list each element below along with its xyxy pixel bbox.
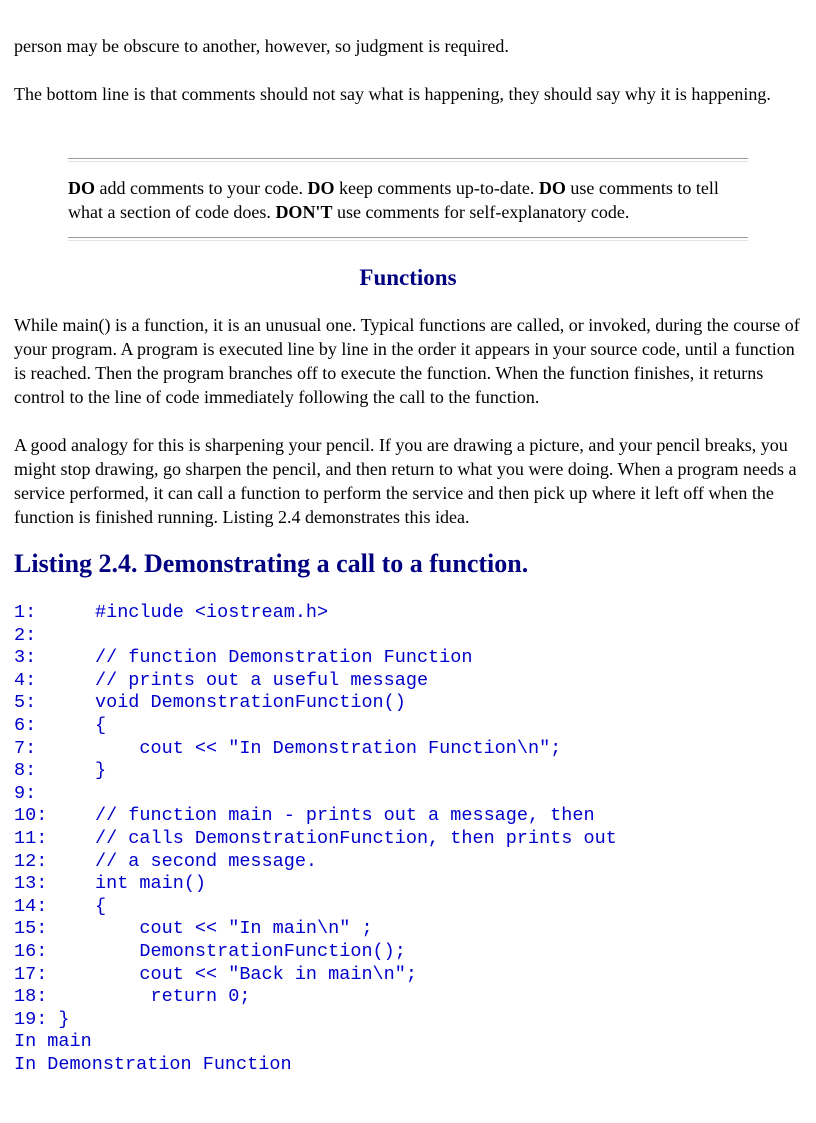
code-text: void DemonstrationFunction() <box>95 692 406 714</box>
bottom-divider <box>68 237 748 241</box>
code-line <box>14 964 417 985</box>
line-number: 8: <box>14 760 37 782</box>
paragraph-analogy: A good analogy for this is sharpening your pencil. If you are drawing a picture, and your pencil breaks, you might stop drawing, go sharpen the pencil, and then return to what you were doing. When a program needs a service performed, it can call a function to perform the service and then pick up where it left off when the function is finished running. Listing 2.4 demonstrates this idea. <box>14 435 797 527</box>
line-number: 17: <box>14 963 48 985</box>
code-text: } <box>95 760 107 782</box>
code-line <box>14 760 106 781</box>
code-line <box>14 851 317 872</box>
paragraph-main-function: While main() is a function, it is an unusual one. Typical functions are called, or invoked, during the course of your program. A program is executed line by line in the order it appears in your source code, until a function is reached. Then the program branches off to execute the function. When the function finishes, it returns control to the line of code immediately following the call to the function. <box>14 315 800 407</box>
do-dont-box <box>68 158 748 241</box>
code-listing <box>14 602 617 1076</box>
code-text: { <box>95 895 107 917</box>
code-line <box>14 625 95 646</box>
code-text: // calls DemonstrationFunction, then prints out <box>95 827 617 849</box>
line-number: 3: <box>14 647 37 669</box>
code-text: cout << "In Demonstration Function\n"; <box>95 737 562 759</box>
dont-keyword: DON'T <box>275 202 333 222</box>
line-number: 9: <box>14 782 37 804</box>
line-number: 12: <box>14 850 48 872</box>
line-number: 11: <box>14 827 48 849</box>
line-number: 10: <box>14 805 48 827</box>
code-line <box>14 918 373 939</box>
code-text: { <box>95 714 107 736</box>
paragraph-intro: person may be obscure to another, however, so judgment is required. <box>14 36 509 56</box>
do-keyword: DO <box>68 178 95 198</box>
do-keyword: DO <box>538 178 566 198</box>
section-title: Functions <box>359 265 457 290</box>
code-text: return 0; <box>95 986 251 1008</box>
code-line-last: 19: } <box>14 1008 70 1030</box>
code-line <box>14 783 95 804</box>
code-line <box>14 828 617 849</box>
code-line <box>14 986 250 1007</box>
output-line: In main <box>14 1031 92 1053</box>
line-number: 2: <box>14 624 37 646</box>
code-text: // a second message. <box>95 850 318 872</box>
code-line <box>14 738 561 759</box>
listing-title: Listing 2.4. Demonstrating a call to a function. <box>14 549 529 578</box>
do-text: add comments to your code. <box>95 178 308 198</box>
line-number: 4: <box>14 669 37 691</box>
line-number: 1: <box>14 602 37 623</box>
code-line <box>14 602 328 623</box>
line-number: 16: <box>14 940 48 962</box>
line-number: 15: <box>14 918 48 940</box>
line-number: 7: <box>14 737 37 759</box>
code-line <box>14 941 406 962</box>
paragraph-bottom-line: The bottom line is that comments should not say what is happening, they should say why it is happening. <box>14 84 771 104</box>
line-number: 6: <box>14 714 37 736</box>
code-line <box>14 670 428 691</box>
code-line <box>14 692 406 713</box>
do-text: keep comments up-to-date. <box>334 178 539 198</box>
line-number: 13: <box>14 873 48 895</box>
line-number: 5: <box>14 692 37 714</box>
code-text: #include <iostream.h> <box>95 602 329 623</box>
code-line <box>14 715 106 736</box>
output-line: In Demonstration Function <box>14 1053 292 1075</box>
do-dont-text <box>68 162 748 237</box>
do-text: use comments to tell what a section of code does. <box>68 178 719 222</box>
code-line <box>14 805 595 826</box>
code-text: cout << "Back in main\n"; <box>95 963 417 985</box>
do-keyword: DO <box>307 178 335 198</box>
code-text: DemonstrationFunction(); <box>95 940 406 962</box>
code-text: // function Demonstration Function <box>95 647 473 669</box>
line-number: 18: <box>14 986 48 1008</box>
line-number: 14: <box>14 895 48 917</box>
code-text: int main() <box>95 873 207 895</box>
dont-text: use comments for self-explanatory code. <box>332 202 630 222</box>
code-line <box>14 647 472 668</box>
code-text: // function main - prints out a message, then <box>95 805 595 827</box>
code-text: cout << "In main\n" ; <box>95 918 373 940</box>
code-text: // prints out a useful message <box>95 669 429 691</box>
code-line <box>14 896 106 917</box>
code-line <box>14 873 206 894</box>
